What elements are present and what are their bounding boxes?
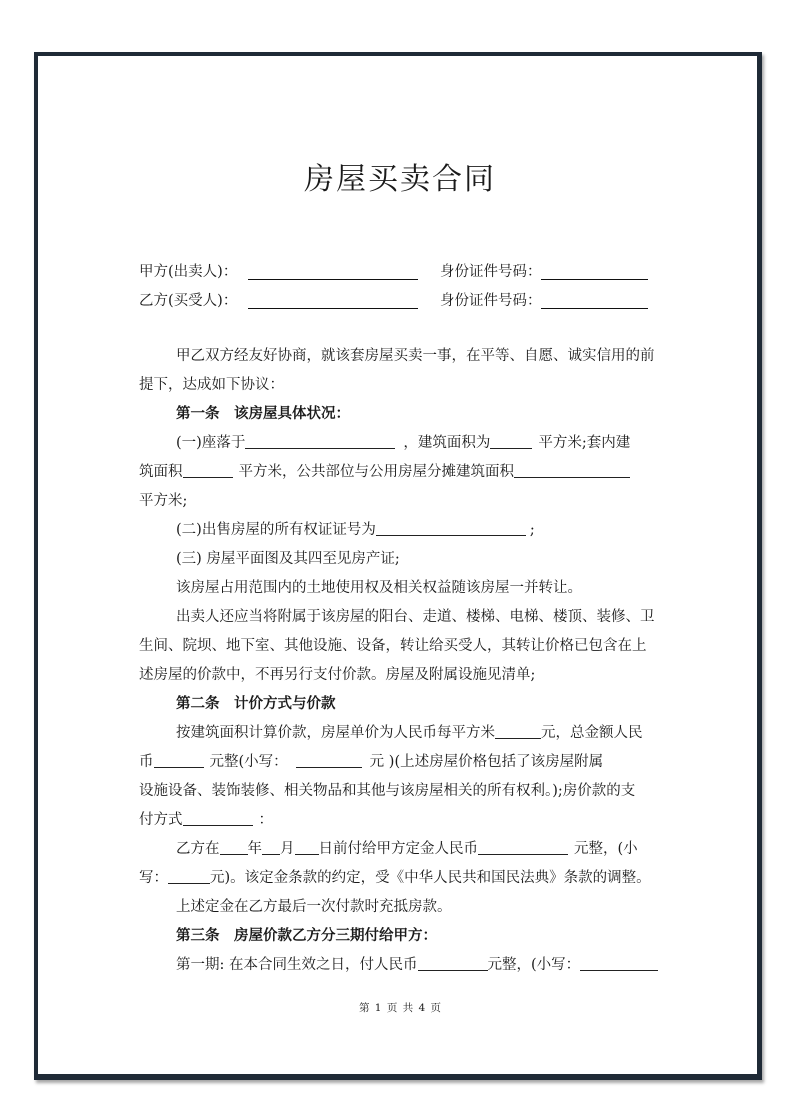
buyer-name-blank[interactable] (248, 308, 418, 309)
article-2-line-4 (139, 810, 273, 830)
article-3-heading: 第三条 房屋价款乙方分三期付给甲方： (176, 927, 437, 944)
shared-area-blank[interactable] (514, 463, 630, 478)
text: 元)。该定金条款的约定，受《中华人民共和国民法典》条款的调整。 (210, 870, 651, 886)
text: 元 )(上述房屋价格包括了该房屋附属 (369, 754, 604, 770)
page-footer: 第 1 页 共 4 页 (358, 1002, 442, 1014)
inner-area-blank[interactable] (183, 463, 233, 478)
article-2-line-6 (139, 868, 651, 888)
article-2-line-1 (176, 723, 643, 743)
text: 日前付给甲方定金人民币 (318, 841, 478, 857)
text: 元整，(小 (574, 841, 638, 857)
unit-price-blank[interactable] (495, 724, 541, 739)
text: 平方米，公共部位与公用房屋分摊建筑面积 (238, 464, 514, 480)
text: ; (529, 522, 535, 538)
text: 付方式 (139, 812, 183, 828)
article-3-line-1 (176, 955, 658, 975)
article-1-heading: 第一条 该房屋具体状况： (176, 405, 350, 422)
certificate-number-blank[interactable] (376, 521, 526, 536)
text: 按建筑面积计算价款，房屋单价为人民币每平方米 (176, 725, 495, 741)
seller-id-label: 身份证件号码： (440, 264, 542, 280)
text: 币 (139, 754, 154, 770)
deposit-figures-blank[interactable] (168, 869, 210, 884)
text: 写： (139, 870, 168, 886)
text: (二)出售房屋的所有权证证号为 (176, 522, 376, 538)
buyer-label: 乙方(买受人)： (139, 293, 238, 309)
first-installment-figures-blank[interactable] (580, 956, 658, 971)
buyer-id-blank[interactable] (541, 308, 648, 309)
article-1-line-4 (176, 520, 535, 540)
seller-label: 甲方(出卖人)： (139, 264, 238, 280)
article-2-line-2 (139, 752, 603, 772)
article-1-line-9: 述房屋的价款中，不再另行支付价款。房屋及附属设施见清单; (139, 667, 536, 683)
month-blank[interactable] (262, 840, 280, 855)
text: ： (258, 812, 273, 828)
text: 元整，(小写： (487, 957, 581, 973)
article-1-line-5: (三) 房屋平面图及其四至见房产证; (176, 551, 400, 567)
area-blank[interactable] (490, 434, 532, 449)
first-installment-blank[interactable] (418, 956, 488, 971)
article-1-line-3: 平方米; (139, 493, 188, 509)
text: 筑面积 (139, 464, 183, 480)
article-1-line-7: 出卖人还应当将附属于该房屋的阳台、走道、楼梯、电梯、楼顶、装修、卫 (176, 609, 655, 625)
day-blank[interactable] (295, 840, 319, 855)
text: 乙方在 (176, 841, 220, 857)
text: 元整(小写： (209, 754, 288, 770)
text: (一)座落于 (176, 435, 246, 451)
text: 元，总金额人民 (541, 725, 643, 741)
article-2-line-5 (176, 839, 638, 859)
text: 月 (280, 841, 295, 857)
text: ，建筑面积为 (403, 435, 491, 451)
article-1-line-8: 生间、院坝、地下室、其他设施、设备，转让给买受人，其转让价格已包含在上 (139, 638, 647, 654)
document-title: 房屋买卖合同 (304, 162, 496, 197)
article-2-heading: 第二条 计价方式与价款 (176, 695, 336, 712)
location-blank[interactable] (245, 434, 395, 449)
article-2-line-7: 上述定金在乙方最后一次付款时充抵房款。 (176, 899, 452, 915)
total-amount-blank[interactable] (154, 753, 204, 768)
article-1-line-2 (139, 462, 630, 482)
intro-line-2: 提下，达成如下协议： (139, 377, 284, 393)
payment-method-blank[interactable] (183, 811, 253, 826)
text: 平方米;套内建 (538, 435, 631, 451)
text: 第一期: 在本合同生效之日，付人民币 (176, 957, 418, 973)
article-2-line-3: 设施设备、装饰装修、相关物品和其他与该房屋相关的所有权利。);房价款的支 (139, 783, 636, 799)
seller-id-blank[interactable] (541, 279, 648, 280)
deposit-blank[interactable] (478, 840, 568, 855)
text: 年 (247, 841, 262, 857)
article-1-line-1 (176, 433, 630, 453)
article-1-line-6: 该房屋占用范围内的土地使用权及相关权益随该房屋一并转让。 (176, 580, 582, 596)
intro-line-1: 甲乙双方经友好协商，就该套房屋买卖一事，在平等、自愿、诚实信用的前 (176, 348, 655, 364)
year-blank[interactable] (220, 840, 248, 855)
total-amount-figures-blank[interactable] (296, 753, 362, 768)
buyer-id-label: 身份证件号码： (440, 293, 542, 309)
seller-name-blank[interactable] (248, 279, 418, 280)
